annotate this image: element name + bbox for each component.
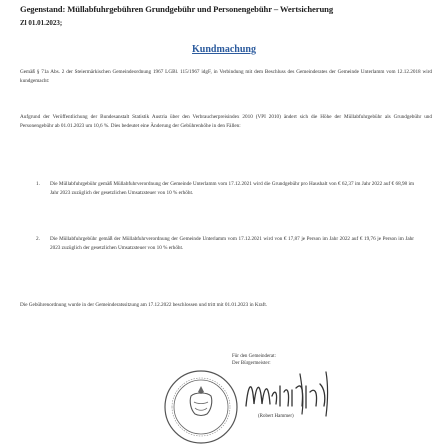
list-item <box>36 180 414 197</box>
list-item <box>36 235 414 252</box>
handwritten-signature-icon <box>240 366 332 418</box>
date-line: Zl 01.01.2023; <box>20 19 63 27</box>
notice-heading: Kundmachung <box>192 44 256 55</box>
list-item-number: 2. <box>36 236 40 242</box>
signature-caption-line2: Der Bürgermeister: <box>232 360 271 366</box>
index-paragraph: Aufgrund der Veröffentlichung der Bundesanstalt Statistik Austria über den Verbraucherpreisindex 2010 (VPI 2010) ändert sich die Höhe der Müllabfuhrgebühr als Grundgebühr und Personengebühr ab 01.01.2023 um 10,6 %. Dies bedeutet eine Änderung der Gebührenhöhe in den Fällen: <box>20 114 432 129</box>
signature-caption-line1: Für den Gemeinderat: <box>232 354 276 359</box>
signatory-name: (Robert Hammer) <box>258 414 294 419</box>
list-item-text: Die Müllabfuhrgebühr gemäß Müllabfuhrverordnung der Gemeinde Unterlamm vom 17.12.2021 wird die Grundgebühr pro Haushalt von € 62,37 im Jahr 2022 auf € 68,98 im Jahr 2023 zuzüglich der gesetzlichen Umsatzsteuer von 10 % erhöht. <box>50 181 414 196</box>
subject-text: Gegenstand: Müllabfuhrgebühren Grundgebühr und Personengebühr – Wertsicherung <box>20 4 334 14</box>
list-item-text: Die Müllabfuhrgebühr gemäß der Müllabfuhrverordnung der Gemeinde Unterlamm vom 17.12.2021 wird von € 17,87 je Person im Jahr 2022 auf € 19,76 je Person im Jahr 2023 zuzüglich der gesetzlichen Umsatzsteuer von 10 % erhöht. <box>50 236 414 251</box>
subject-line <box>20 4 428 14</box>
list-item-number: 1. <box>36 181 40 187</box>
seal-stamp-icon <box>162 368 240 446</box>
intro-paragraph: Gemäß § 71a Abs. 2 der Steiermärkischen Gemeindeordnung 1967 LGBl. 115/1967 idgF, in Verbindung mit dem Beschluss des Gemeinderates der Gemeinde Unterlamm vom 12.12.2018 wird kundgemacht: <box>20 69 432 84</box>
closing-paragraph: Die Gebührenordnung wurde in der Gemeinderatssitzung am 17.12.2022 beschlossen und tritt mit 01.01.2023 in Kraft. <box>20 302 268 308</box>
